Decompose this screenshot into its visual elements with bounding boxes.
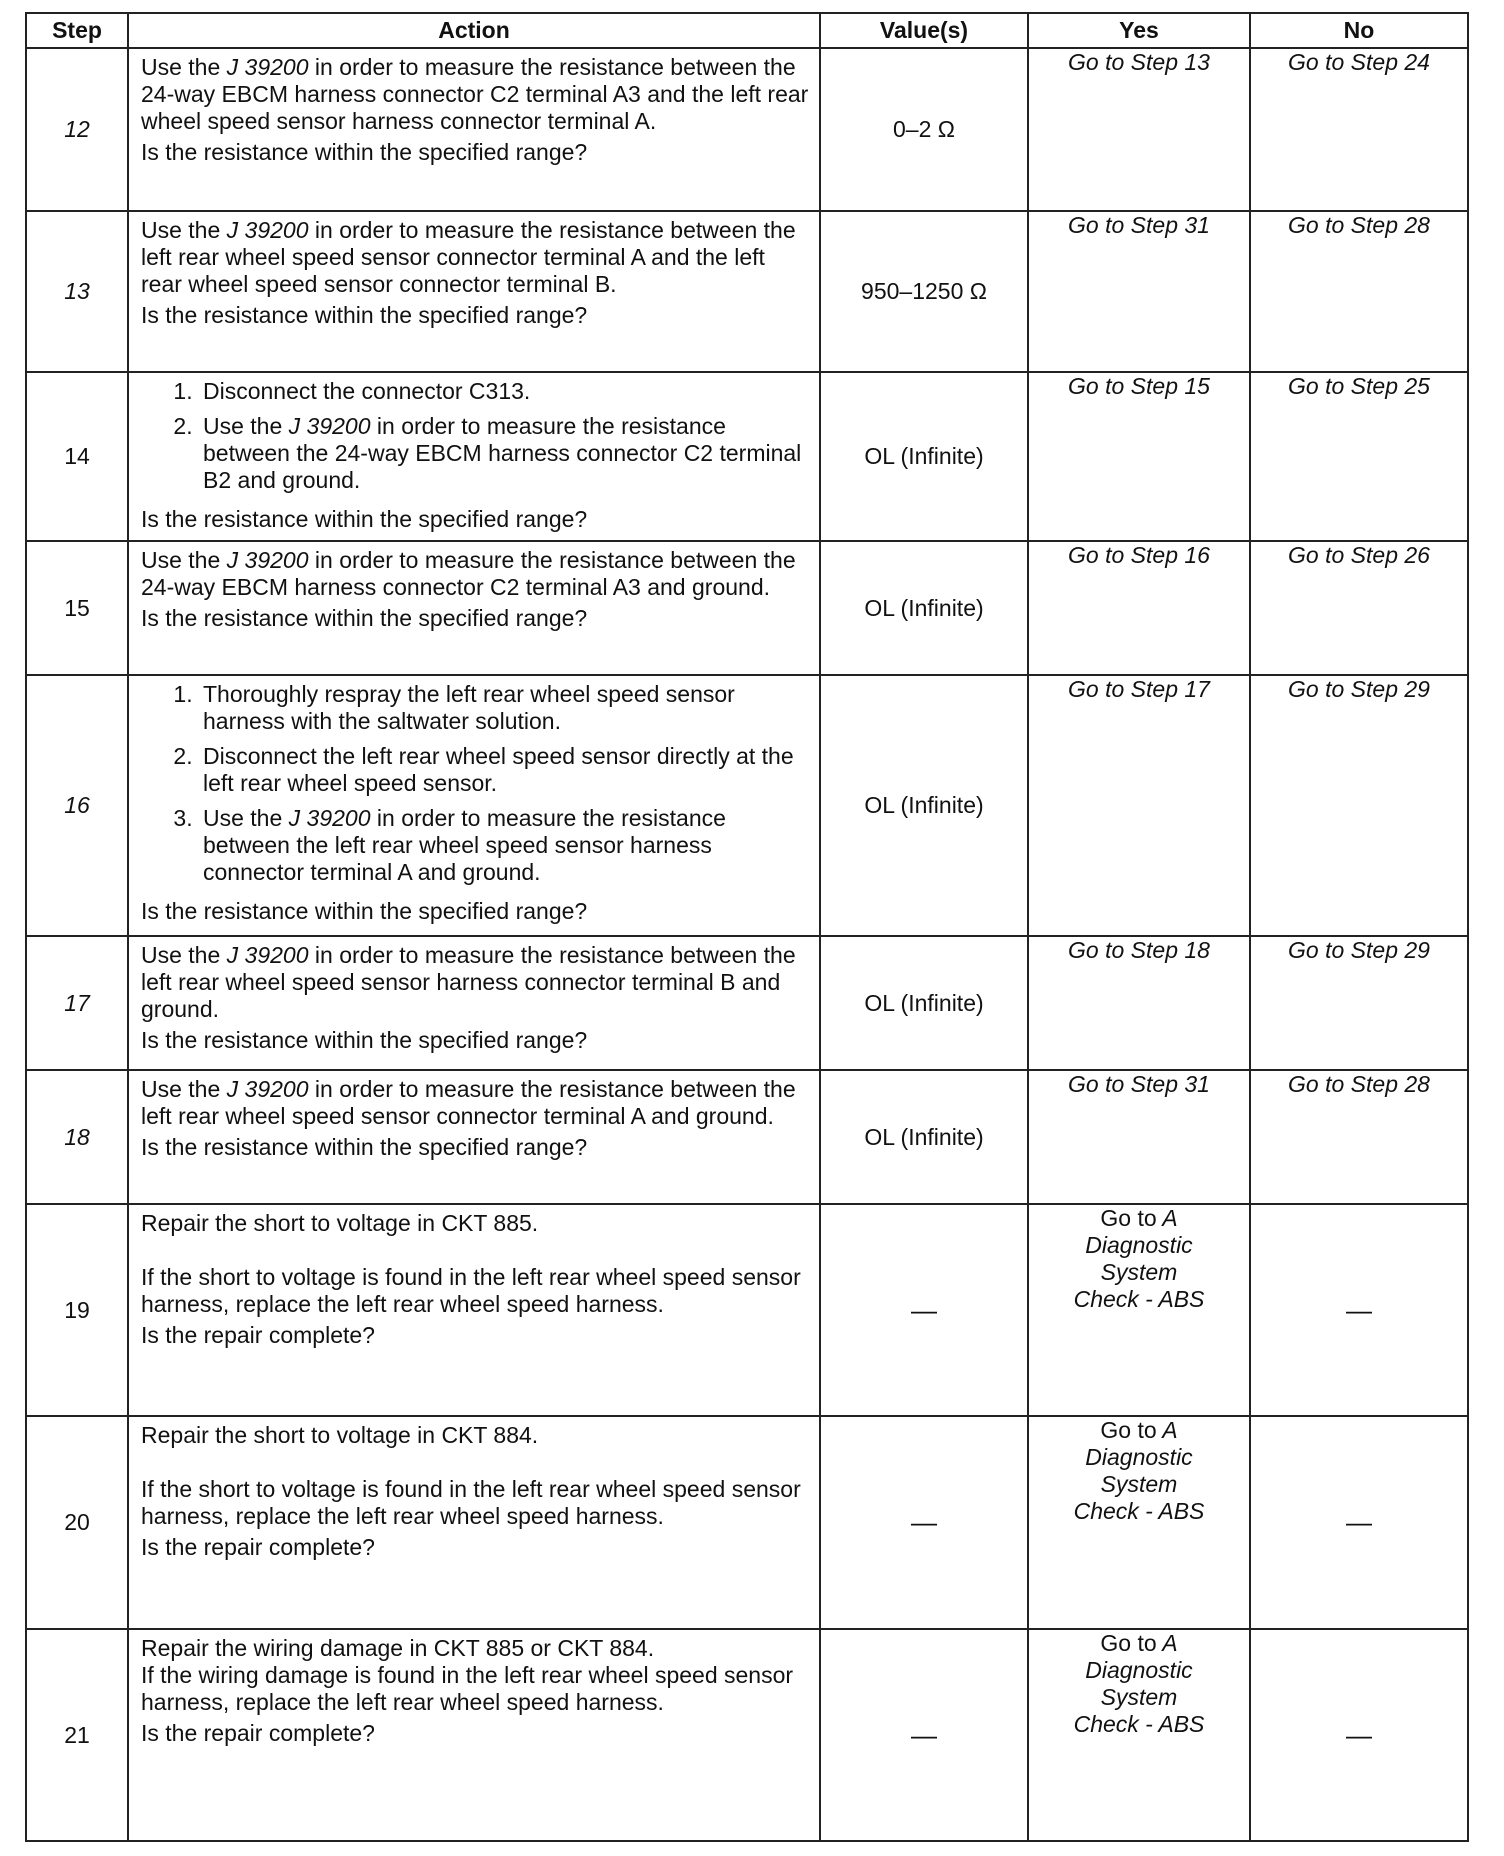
yes-cell: [1028, 1416, 1250, 1629]
value-cell: OL (Infinite): [820, 936, 1028, 1070]
value-cell: 0–2 Ω: [820, 48, 1028, 211]
yes-link[interactable]: Go to A: [1100, 1205, 1178, 1231]
value-cell: OL (Infinite): [820, 372, 1028, 541]
action-question: Is the repair complete?: [141, 1720, 375, 1746]
header-step: Step: [26, 13, 128, 48]
header-row: [26, 13, 1468, 48]
header-action: Action: [128, 13, 820, 48]
table-row: [26, 675, 1468, 936]
action-text: Repair the short to voltage in CKT 884.: [141, 1422, 539, 1448]
no-link[interactable]: Go to Step 29: [1288, 676, 1430, 702]
yes-link[interactable]: Go to Step 18: [1068, 937, 1210, 963]
table-row: [26, 1204, 1468, 1416]
yes-cell: [1028, 1070, 1250, 1204]
no-cell: [1250, 936, 1468, 1070]
yes-cell: [1028, 211, 1250, 372]
table-row: [26, 1416, 1468, 1629]
step-number: 20: [26, 1416, 128, 1629]
step-number: 13: [26, 211, 128, 372]
no-cell: [1250, 48, 1468, 211]
action-text: Use the J 39200 in order to measure the resistance between the 24-way EBCM harness connector C2 terminal A3 and ground.: [141, 547, 796, 600]
no-link[interactable]: Go to Step 24: [1288, 49, 1430, 75]
action-question: Is the resistance within the specified range?: [141, 898, 588, 924]
header-yes: Yes: [1028, 13, 1250, 48]
action-question: Is the repair complete?: [141, 1534, 375, 1560]
table-row: [26, 1070, 1468, 1204]
action-step-item: 1. Disconnect the connector C313.: [199, 378, 811, 405]
value-cell: OL (Infinite): [820, 541, 1028, 675]
yes-link-line[interactable]: Check - ABS: [1073, 1286, 1205, 1312]
step-number: 15: [26, 541, 128, 675]
no-cell: [1250, 211, 1468, 372]
no-cell: [1250, 372, 1468, 541]
yes-link-line[interactable]: System: [1100, 1259, 1178, 1285]
action-text: Repair the wiring damage in CKT 885 or CKT 884.: [141, 1635, 655, 1661]
action-cell: [128, 1629, 820, 1841]
tool-name: J 39200: [226, 54, 309, 80]
action-text: Use the J 39200 in order to measure the resistance between the left rear wheel speed sensor connector terminal A and the left rear wheel speed sensor connector terminal B.: [141, 217, 796, 297]
action-step-item: 1. Thoroughly respray the left rear wheel speed sensor harness with the saltwater solution.: [199, 681, 811, 735]
value-cell: —: [820, 1416, 1028, 1629]
yes-cell: [1028, 1629, 1250, 1841]
action-steps: [141, 378, 811, 494]
action-steps: [141, 681, 811, 886]
action-text: If the short to voltage is found in the left rear wheel speed sensor harness, replace the left rear wheel speed harness.: [141, 1476, 801, 1529]
no-cell: [1250, 541, 1468, 675]
tool-name: J 39200: [226, 217, 309, 243]
no-cell: [1250, 675, 1468, 936]
step-number: 21: [26, 1629, 128, 1841]
yes-cell: [1028, 675, 1250, 936]
action-text: Use the J 39200 in order to measure the resistance between the left rear wheel speed sensor connector terminal A and ground.: [141, 1076, 796, 1129]
action-cell: [128, 1070, 820, 1204]
yes-link[interactable]: Go to A: [1100, 1630, 1178, 1656]
action-question: Is the repair complete?: [141, 1322, 375, 1348]
action-text: Use the J 39200 in order to measure the resistance between the left rear wheel speed sensor harness connector terminal B and ground.: [141, 942, 796, 1022]
no-cell: [1250, 1070, 1468, 1204]
yes-cell: [1028, 1204, 1250, 1416]
action-text: If the wiring damage is found in the left rear wheel speed sensor harness, replace the left rear wheel speed harness.: [141, 1662, 794, 1715]
step-number: 17: [26, 936, 128, 1070]
action-question: Is the resistance within the specified range?: [141, 1027, 588, 1053]
table-row: [26, 372, 1468, 541]
no-cell: —: [1250, 1204, 1468, 1416]
step-number: 19: [26, 1204, 128, 1416]
action-cell: [128, 1416, 820, 1629]
action-question: Is the resistance within the specified range?: [141, 506, 588, 532]
tool-name: J 39200: [226, 942, 309, 968]
yes-cell: [1028, 936, 1250, 1070]
action-step-item: 2. Disconnect the left rear wheel speed sensor directly at the left rear wheel speed sensor.: [199, 743, 811, 797]
yes-cell: [1028, 372, 1250, 541]
action-cell: [128, 211, 820, 372]
action-text: Repair the short to voltage in CKT 885.: [141, 1210, 539, 1236]
tool-name: J 39200: [288, 805, 371, 831]
tool-name: J 39200: [226, 1076, 309, 1102]
action-question: Is the resistance within the specified range?: [141, 302, 588, 328]
value-cell: OL (Infinite): [820, 675, 1028, 936]
diagnostic-table: [25, 12, 1469, 1842]
step-number: 16: [26, 675, 128, 936]
action-step-item: 3. Use the J 39200 in order to measure the resistance between the left rear wheel speed sensor harness connector terminal A and ground.: [199, 805, 811, 886]
yes-link[interactable]: Go to Step 31: [1068, 212, 1210, 238]
value-cell: OL (Infinite): [820, 1070, 1028, 1204]
no-link[interactable]: Go to Step 29: [1288, 937, 1430, 963]
table-row: [26, 48, 1468, 211]
table-row: [26, 936, 1468, 1070]
yes-link[interactable]: Go to A: [1100, 1417, 1178, 1443]
no-link[interactable]: Go to Step 25: [1288, 373, 1430, 399]
action-cell: [128, 675, 820, 936]
yes-link[interactable]: Go to Step 16: [1068, 542, 1210, 568]
value-cell: 950–1250 Ω: [820, 211, 1028, 372]
value-cell: —: [820, 1629, 1028, 1841]
yes-link[interactable]: Go to Step 31: [1068, 1071, 1210, 1097]
step-number: 18: [26, 1070, 128, 1204]
action-question: Is the resistance within the specified range?: [141, 1134, 588, 1160]
action-cell: [128, 48, 820, 211]
yes-link-line[interactable]: Diagnostic: [1085, 1444, 1193, 1470]
table-row: [26, 1629, 1468, 1841]
action-question: Is the resistance within the specified range?: [141, 139, 588, 165]
yes-link-line[interactable]: System: [1100, 1684, 1178, 1710]
no-link[interactable]: Go to Step 28: [1288, 1071, 1430, 1097]
no-link[interactable]: Go to Step 28: [1288, 212, 1430, 238]
action-cell: [128, 936, 820, 1070]
table-row: [26, 541, 1468, 675]
action-step-item: 2. Use the J 39200 in order to measure the resistance between the 24-way EBCM harness connector C2 terminal B2 and ground.: [199, 413, 811, 494]
yes-link[interactable]: Go to Step 13: [1068, 49, 1210, 75]
yes-link[interactable]: Go to Step 17: [1068, 676, 1210, 702]
yes-link-line[interactable]: Diagnostic: [1085, 1657, 1193, 1683]
yes-link-line[interactable]: System: [1100, 1471, 1178, 1497]
tool-name: J 39200: [226, 547, 309, 573]
yes-cell: [1028, 541, 1250, 675]
table-row: [26, 211, 1468, 372]
yes-link-line[interactable]: Check - ABS: [1073, 1711, 1205, 1737]
yes-cell: [1028, 48, 1250, 211]
action-cell: [128, 541, 820, 675]
header-values: Value(s): [820, 13, 1028, 48]
step-number: 14: [26, 372, 128, 541]
action-cell: [128, 1204, 820, 1416]
yes-link[interactable]: Go to Step 15: [1068, 373, 1210, 399]
tool-name: J 39200: [288, 413, 371, 439]
yes-link-line[interactable]: Diagnostic: [1085, 1232, 1193, 1258]
diagnostic-table-sheet: [25, 12, 1469, 1842]
no-link[interactable]: Go to Step 26: [1288, 542, 1430, 568]
action-cell: [128, 372, 820, 541]
action-text: If the short to voltage is found in the left rear wheel speed sensor harness, replace the left rear wheel speed harness.: [141, 1264, 801, 1317]
header-no: No: [1250, 13, 1468, 48]
value-cell: —: [820, 1204, 1028, 1416]
no-cell: —: [1250, 1629, 1468, 1841]
no-cell: —: [1250, 1416, 1468, 1629]
yes-link-line[interactable]: Check - ABS: [1073, 1498, 1205, 1524]
action-text: Use the J 39200 in order to measure the resistance between the 24-way EBCM harness connector C2 terminal A3 and the left rear wheel speed sensor harness connector terminal A.: [141, 54, 809, 134]
action-question: Is the resistance within the specified range?: [141, 605, 588, 631]
step-number: 12: [26, 48, 128, 211]
